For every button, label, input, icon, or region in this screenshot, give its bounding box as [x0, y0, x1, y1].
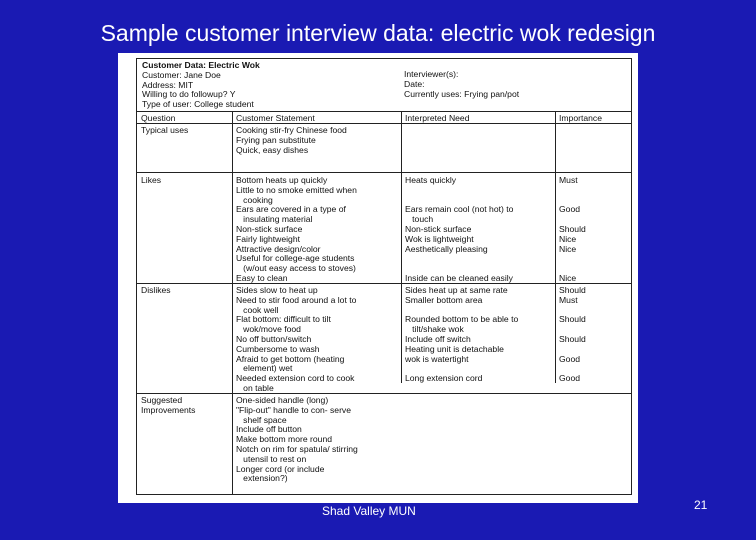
statement-line: Ears are covered in a type of: [236, 204, 346, 215]
need-line: Heating unit is detachable: [405, 343, 504, 354]
statement-line: Quick, easy dishes: [236, 144, 309, 155]
header-interviewer: Interviewer(s):: [404, 69, 459, 79]
scanned-document: [118, 53, 638, 503]
statement-line: Flat bottom: difficult to tilt: [236, 314, 331, 325]
importance-line: [559, 254, 586, 264]
statement-line: Need to stir food around a lot to: [236, 294, 357, 305]
row-question-typical-uses: Typical uses: [141, 125, 189, 135]
slide-caption: Shad Valley MUN: [322, 504, 416, 518]
need-line: Sides heat up at same rate: [405, 285, 508, 295]
statement-line: cook well: [236, 304, 279, 315]
statement-line: No off button/switch: [236, 333, 312, 344]
column-header-question: Question: [141, 113, 176, 123]
need-line: Smaller bottom area: [405, 294, 483, 305]
statement-line: Frying pan substitute: [236, 134, 316, 145]
statement-line: Easy to clean: [236, 272, 288, 283]
need-line: wok is watertight: [405, 353, 469, 364]
row-question-dislikes: Dislikes: [141, 285, 171, 295]
statement-line: Longer cord (or include: [236, 463, 325, 474]
row-importance-dislikes: [559, 286, 586, 394]
need-line: Inside can be cleaned easily: [405, 272, 513, 283]
statement-line: (w/out easy access to stoves): [236, 263, 356, 274]
statement-line: One-sided handle (long): [236, 395, 329, 405]
row-needs-likes: [405, 176, 513, 284]
statement-line: element) wet: [236, 363, 293, 374]
statement-line: Non-stick surface: [236, 223, 303, 234]
need-line: [405, 254, 513, 264]
importance-line: Must: [559, 294, 578, 305]
row-question-improvements: Suggested Improvements: [141, 395, 196, 415]
importance-line: Nice: [559, 233, 577, 244]
header-left: [142, 61, 260, 110]
statement-line: Bottom heats up quickly: [236, 175, 328, 185]
importance-line: Nice: [559, 272, 577, 283]
importance-line: Good: [559, 204, 581, 215]
need-line: Include off switch: [405, 333, 471, 344]
importance-line: [559, 186, 586, 196]
statement-line: Afraid to get bottom (heating: [236, 353, 345, 364]
row-statements-improvements: [236, 396, 358, 484]
statement-line: Attractive design/color: [236, 243, 321, 254]
statement-line: Little to no smoke emitted when: [236, 184, 357, 195]
importance-line: Should: [559, 223, 586, 234]
header-right: [404, 70, 519, 99]
need-line: Aesthetically pleasing: [405, 243, 488, 254]
header-date: Date:: [404, 78, 425, 89]
need-line: Rounded bottom to be able to: [405, 314, 519, 325]
importance-line: Should: [559, 333, 586, 344]
column-header-need: Interpreted Need: [405, 113, 470, 123]
statement-line: Sides slow to heat up: [236, 285, 318, 295]
need-line: Ears remain cool (not hot) to: [405, 204, 514, 215]
row-divider: [137, 393, 631, 394]
need-line: tilt/shake wok: [405, 324, 464, 335]
row-divider: [137, 283, 631, 284]
statement-line: extension?): [236, 473, 288, 484]
need-line: touch: [405, 214, 434, 225]
need-line: Non-stick surface: [405, 223, 472, 234]
header-current-use: Currently uses: Frying pan/pot: [404, 88, 520, 99]
importance-line: Good: [559, 373, 581, 384]
header-address: Address: MIT: [142, 79, 194, 90]
need-line: Wok is lightweight: [405, 233, 474, 244]
row-statements-typical-uses: [236, 126, 347, 155]
row-statements-dislikes: [236, 286, 356, 394]
importance-line: Should: [559, 285, 586, 295]
statement-line: Cooking stir-fry Chinese food: [236, 125, 347, 135]
statement-line: Needed extension cord to cook: [236, 373, 355, 384]
row-divider: [137, 123, 631, 124]
page-number: 21: [694, 498, 708, 512]
need-line: [405, 186, 513, 196]
row-divider: [137, 172, 631, 173]
header-followup: Willing to do followup? Y: [142, 89, 236, 100]
statement-line: cooking: [236, 194, 273, 205]
statement-line: Include off button: [236, 424, 302, 435]
column-header-importance: Importance: [559, 113, 602, 123]
statement-line: Fairly lightweight: [236, 233, 300, 244]
need-line: Heats quickly: [405, 175, 457, 185]
form-header: [137, 59, 631, 112]
header-customer: Customer: Jane Doe: [142, 69, 221, 80]
importance-line: Nice: [559, 243, 577, 254]
importance-line: Should: [559, 314, 586, 325]
column-header-statement: Customer Statement: [236, 113, 315, 123]
statement-line: insulating material: [236, 214, 313, 225]
row-needs-dislikes: [405, 286, 518, 394]
need-line: Long extension cord: [405, 373, 483, 384]
slide-title: Sample customer interview data: electric wok redesign: [100, 20, 656, 46]
statement-line: wok/move food: [236, 324, 301, 335]
statement-line: on table: [236, 382, 274, 393]
importance-line: Must: [559, 175, 578, 185]
statement-line: "Flip-out" handle to con- serve: [236, 404, 352, 415]
column-divider: [401, 111, 402, 383]
row-importance-likes: [559, 176, 586, 284]
statement-line: Make bottom more round: [236, 434, 333, 445]
header-title: Customer Data: Electric Wok: [142, 60, 260, 70]
header-user-type: Type of user: College student: [142, 99, 254, 110]
row-question-likes: Likes: [141, 175, 162, 185]
interview-form: [136, 58, 632, 495]
statement-line: Cumbersome to wash: [236, 343, 320, 354]
importance-line: Good: [559, 353, 581, 364]
statement-line: Useful for college-age students: [236, 253, 355, 264]
statement-line: shelf space: [236, 414, 287, 425]
column-divider: [232, 111, 233, 494]
statement-line: Notch on rim for spatula/ stirring: [236, 443, 358, 454]
statement-line: utensil to rest on: [236, 453, 307, 464]
row-statements-likes: [236, 176, 357, 284]
column-divider: [555, 111, 556, 383]
